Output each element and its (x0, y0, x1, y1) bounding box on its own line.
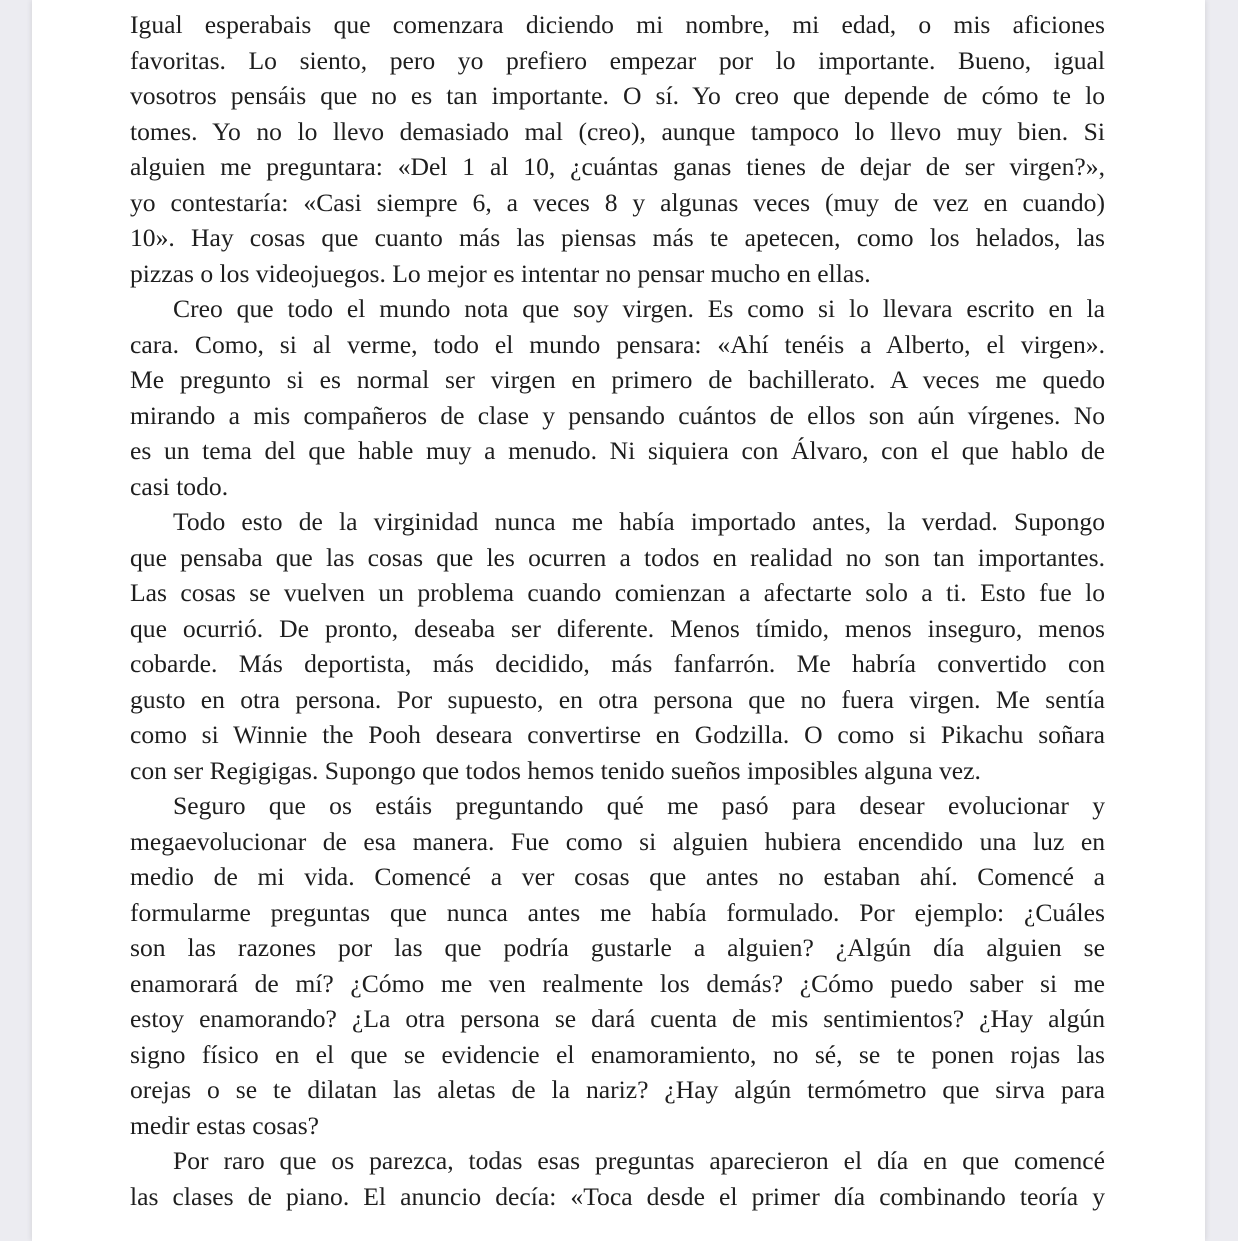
text-line: Me pregunto si es normal ser virgen en primero de bachillerato. A veces me quedo (130, 365, 1105, 394)
paragraph (130, 7, 1105, 291)
text-line: con ser Regigigas. Supongo que todos hemos tenido sueños imposibles alguna vez. (130, 755, 981, 785)
text-line: es un tema del que hable muy a menudo. Ni siquiera con Álvaro, con el que hablo de (130, 436, 1105, 465)
paragraph (130, 291, 1105, 504)
text-line: casi todo. (130, 471, 229, 501)
text-line: como si Winnie the Pooh deseara convertirse en Godzilla. O como si Pikachu soñara (130, 720, 1105, 749)
text-line: pizzas o los videojuegos. Lo mejor es intentar no pensar mucho en ellas. (130, 258, 871, 288)
text-line: Seguro que os estáis preguntando qué me pasó para desear evolucionar y (173, 791, 1105, 820)
text-line: 10». Hay cosas que cuanto más las piensas más te apetecen, como los helados, las (130, 223, 1105, 252)
text-line: mirando a mis compañeros de clase y pensando cuántos de ellos son aún vírgenes. No (130, 400, 1105, 430)
text-line: son las razones por las que podría gustarle a alguien? ¿Algún día alguien se (130, 933, 1105, 962)
text-line: gusto en otra persona. Por supuesto, en otra persona que no fuera virgen. Me sentía (130, 684, 1105, 714)
text-line: medio de mi vida. Comencé a ver cosas que antes no estaban ahí. Comencé a (130, 862, 1105, 891)
text-line: Por raro que os parezca, todas esas preguntas aparecieron el día en que comencé (173, 1146, 1105, 1175)
text-line: signo físico en el que se evidencie el enamoramiento, no sé, se te ponen rojas las (130, 1039, 1105, 1069)
text-line: las clases de piano. El anuncio decía: «Toca desde el primer día combinando teoría y (130, 1181, 1105, 1211)
text-line: Todo esto de la virginidad nunca me había importado antes, la verdad. Supongo (173, 507, 1105, 536)
text-line: cobarde. Más deportista, más decidido, más fanfarrón. Me habría convertido con (130, 649, 1105, 678)
text-line: formularme preguntas que nunca antes me había formulado. Por ejemplo: ¿Cuáles (130, 897, 1105, 927)
text-line: yo contestaría: «Casi siempre 6, a veces 8 y algunas veces (muy de vez en cuando) (130, 187, 1105, 217)
paragraph (130, 1143, 1105, 1214)
text-line: Igual esperabais que comenzara diciendo mi nombre, mi edad, o mis aficiones (130, 10, 1105, 39)
page-text (130, 7, 1105, 1214)
text-line: que pensaba que las cosas que les ocurren a todos en realidad no son tan importantes. (130, 542, 1105, 572)
paragraph (130, 788, 1105, 1143)
text-line: enamorará de mí? ¿Cómo me ven realmente los demás? ¿Cómo puedo saber si me (130, 968, 1105, 998)
text-line: estoy enamorando? ¿La otra persona se dará cuenta de mis sentimientos? ¿Hay algún (130, 1004, 1105, 1033)
text-line: megaevolucionar de esa manera. Fue como si alguien hubiera encendido una luz en (130, 826, 1105, 856)
text-line: Las cosas se vuelven un problema cuando comienzan a afectarte solo a ti. Esto fue lo (130, 578, 1105, 607)
book-page (32, 0, 1205, 1241)
text-line: vosotros pensáis que no es tan importante. O sí. Yo creo que depende de cómo te lo (130, 81, 1105, 110)
text-line: alguien me preguntara: «Del 1 al 10, ¿cuántas ganas tienes de dejar de ser virgen?», (130, 152, 1105, 181)
text-line: favoritas. Lo siento, pero yo prefiero empezar por lo importante. Bueno, igual (130, 45, 1105, 75)
text-line: tomes. Yo no lo llevo demasiado mal (creo), aunque tampoco lo llevo muy bien. Si (130, 116, 1105, 146)
paragraph (130, 504, 1105, 788)
text-line: cara. Como, si al verme, todo el mundo pensara: «Ahí tenéis a Alberto, el virgen». (130, 329, 1105, 359)
text-line: que ocurrió. De pronto, deseaba ser diferente. Menos tímido, menos inseguro, menos (130, 613, 1105, 643)
text-line: Creo que todo el mundo nota que soy virgen. Es como si lo llevara escrito en la (173, 294, 1105, 323)
text-line: orejas o se te dilatan las aletas de la nariz? ¿Hay algún termómetro que sirva para (130, 1075, 1105, 1104)
text-line: medir estas cosas? (130, 1110, 320, 1140)
